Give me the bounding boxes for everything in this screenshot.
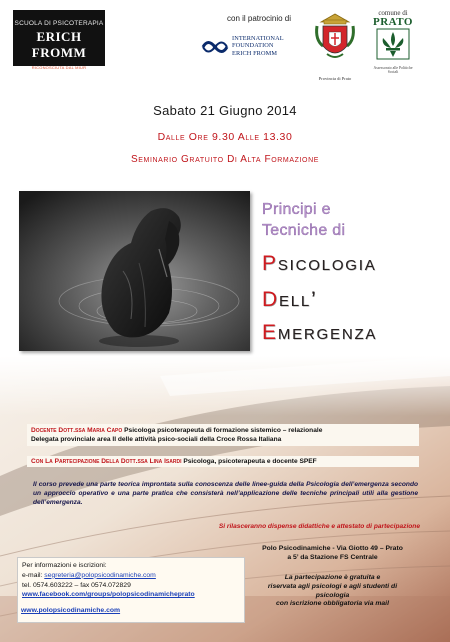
title-line-1: Principi e [262, 201, 331, 218]
comune-caption: Assessorato alle Politiche Sociali [373, 66, 413, 74]
email-link[interactable]: segreteria@polopsicodinamiche.com [44, 571, 156, 579]
dispense-note: Si rilasceranno dispense didattiche e attestato di partecipazione [218, 523, 420, 530]
location-block [245, 545, 420, 563]
title-word-psicologia [262, 252, 377, 276]
foundation-logo [201, 34, 301, 60]
docente-text-1: Psicologa psicoterapeuta di formazione sistemico – relazionale [124, 427, 323, 434]
logo-line-1: SCUOLA DI PSICOTERAPIA [14, 20, 104, 27]
info-email-row [22, 571, 240, 581]
location-line-2: a 5’ da Stazione FS Centrale [287, 553, 378, 561]
website-link[interactable]: www.polopsicodinamiche.com [21, 607, 121, 614]
lily-crest-icon [373, 28, 413, 60]
event-date: Sabato 21 Giugno 2014 [153, 103, 297, 118]
comune-name: PRATO [373, 16, 413, 28]
note-line-1: La partecipazione è gratuita e [284, 574, 381, 581]
title-initial-d: D [262, 288, 279, 311]
partecipazione-text: Psicologa, psicoterapeuta e docente SPEF [183, 458, 317, 465]
foundation-name [232, 35, 284, 57]
event-time: Dalle Ore 9.30 Alle 13.30 [157, 131, 293, 143]
patrocinio-label: con il patrocinio di [227, 14, 292, 23]
note-line-2: riservata agli psicologi e agli studenti di [267, 582, 398, 590]
title-word-emergenza [262, 321, 377, 345]
location-line-1: Polo Psicodinamiche - Via Giotto 49 – Prato [262, 545, 403, 552]
partecipazione-block [27, 456, 419, 467]
docente-label: Docente Dott.ssa Maria Capo [31, 427, 123, 434]
note-line-4: con iscrizione obbligatoria via mail [276, 600, 389, 608]
title-initial-p: P [262, 252, 278, 275]
provincia-caption: Provincia di Prato [318, 76, 352, 81]
foundation-emblem-icon [201, 36, 229, 58]
docente-block [27, 424, 419, 446]
logo-line-3: RICONOSCIUTA DAL MIUR [31, 65, 87, 70]
info-heading: Per informazioni e iscrizioni: [22, 562, 107, 569]
foundation-line-2: FOUNDATION [232, 42, 274, 50]
provincia-logo [312, 10, 358, 81]
event-type: Seminario Gratuito Di Alta Formazione [130, 154, 320, 165]
facebook-link[interactable]: www.facebook.com/groups/polopsicodinamicheprato [22, 591, 195, 599]
comune-logo [368, 10, 418, 78]
comune-label: comune di [378, 9, 408, 17]
docente-text-2: Delegata provinciale area II delle attività psico-sociali della Croce Rossa Italiana [31, 436, 282, 443]
title-rest-emergenza: mergenza [277, 321, 378, 344]
oiled-bird-photo [19, 191, 250, 351]
school-logo [13, 10, 105, 70]
title-rest-psicologia: sicologia [277, 252, 377, 275]
partecipazione-label: Con La Partecipazione Della Dott.ssa Lina Isardi [31, 458, 182, 465]
note-line-3: psicologia [315, 591, 350, 599]
foundation-line-1: INTERNATIONAL [232, 35, 284, 42]
title-initial-e: E [262, 321, 278, 344]
docente-line-1 [31, 426, 415, 435]
participation-note [245, 574, 420, 609]
phone-fax: tel. 0574.603222 – fax 0574.072829 [22, 581, 131, 589]
provincia-crest-icon [313, 10, 357, 70]
course-description: Il corso prevede una parte teorica improntata sulla conoscenza delle linee-guida della Psicologia dell’emergenza secondo un approccio operativo e una parte pratica che consisterà nell’applicazione delle tecniche principali utili alla gestione dell’emergenza. [33, 481, 418, 506]
logo-line-2: ERICH FROMM [31, 29, 87, 60]
title-word-dell [262, 288, 318, 312]
foundation-line-3: ERICH FROMM [232, 49, 278, 57]
email-label: e-mail: [22, 571, 43, 579]
title-rest-dell: ell’ [278, 288, 318, 311]
title-line-2: Tecniche di [262, 222, 346, 239]
